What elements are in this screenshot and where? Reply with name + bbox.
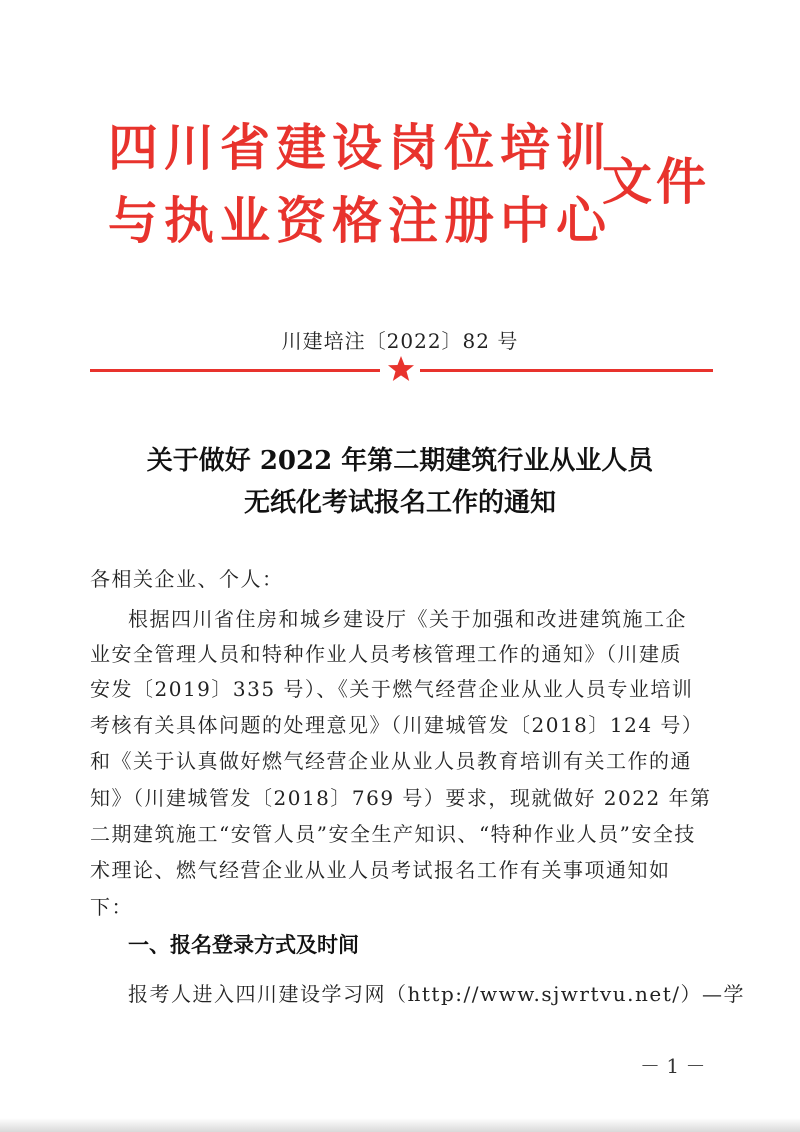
page-number: － 1 － [640, 1054, 706, 1078]
section-text: 报考人进入四川建设学习网（http://www.sjwrtvu.net/）—学 [128, 982, 746, 1006]
scan-edge [0, 1118, 800, 1132]
org-name-line1: 四川省建设岗位培训 [108, 119, 612, 177]
salutation: 各相关企业、个人： [90, 567, 284, 591]
org-name-line2: 与执业资格注册中心 [108, 192, 612, 250]
body-line: 下： [90, 895, 133, 919]
doc-type-label: 文件 [602, 153, 710, 211]
body-line: 根据四川省住房和城乡建设厅《关于加强和改进建筑施工企 [128, 607, 687, 631]
body-line: 考核有关具体问题的处理意见》（川建城管发〔2018〕124 号） [90, 713, 704, 737]
document-number: 川建培注〔2022〕82 号 [281, 329, 519, 353]
star-icon [386, 354, 416, 384]
body-line: 知》（川建城管发〔2018〕769 号）要求，现就做好 2022 年第 [90, 786, 712, 810]
section-heading: 一、报名登录方式及时间 [128, 933, 359, 957]
notice-title-line2: 无纸化考试报名工作的通知 [243, 488, 556, 518]
body-line: 术理论、燃气经营企业从业人员考试报名工作有关事项通知如 [90, 858, 671, 882]
body-line: 二期建筑施工“安管人员”安全生产知识、“特种作业人员”安全技 [90, 822, 696, 846]
red-divider-right [420, 369, 713, 372]
body-line: 业安全管理人员和特种作业人员考核管理工作的通知》（川建质 [90, 642, 682, 666]
body-line: 安发〔2019〕335 号）、《关于燃气经营企业从业人员专业培训 [90, 677, 694, 701]
notice-title-line1: 关于做好 2022 年第二期建筑行业从业人员 [146, 446, 654, 476]
red-divider-left [90, 369, 380, 372]
body-line: 和《关于认真做好燃气经营企业从业人员教育培训有关工作的通 [90, 749, 692, 773]
